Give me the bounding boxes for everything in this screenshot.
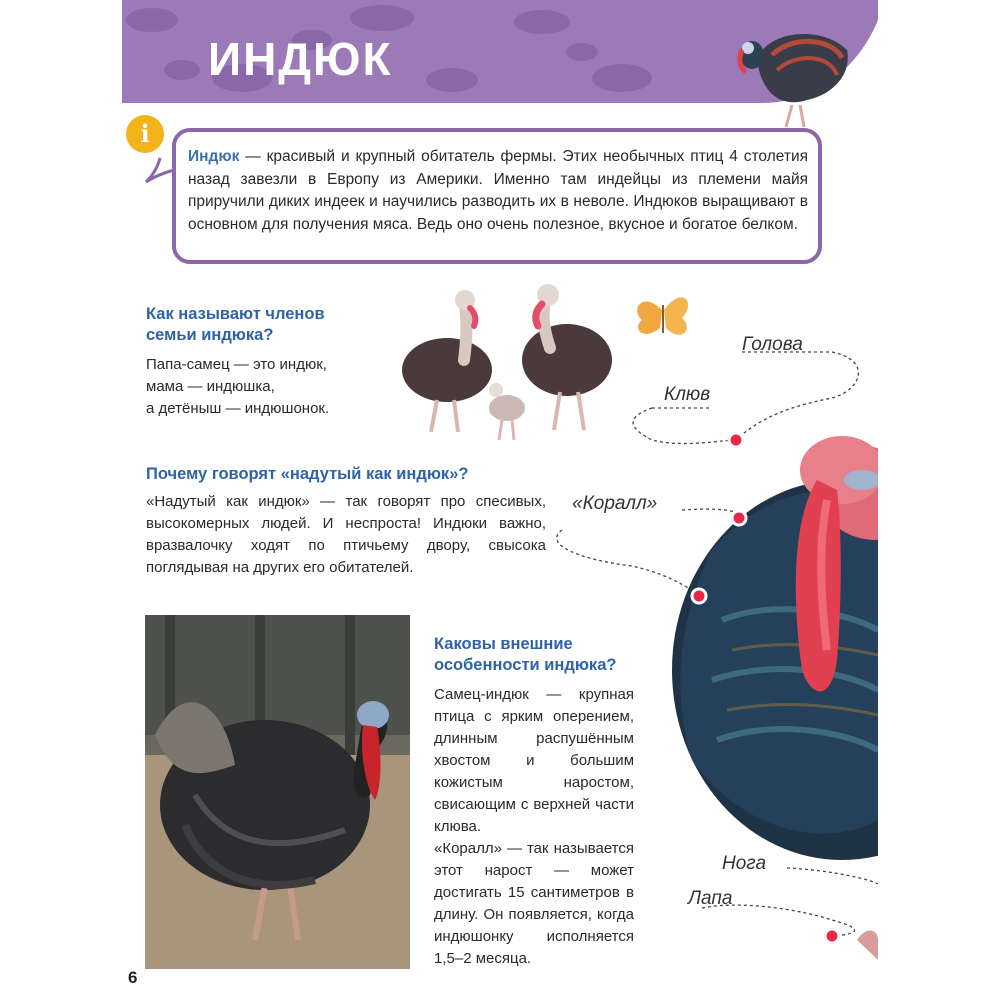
marker-coral	[732, 511, 746, 525]
question-saying: Почему говорят «надутый как индюк»?	[146, 465, 469, 483]
left-margin	[0, 0, 122, 1000]
question-features: Каковы внешние особенности индюка?	[434, 635, 617, 674]
label-beak: Клюв	[664, 384, 711, 405]
answer-paragraph: «Коралл» — так называется этот нарост — может достигать 15 сантиметров в длину. Он появляется, когда индюшонку исполняется 1,5–2 месяца.	[434, 840, 634, 967]
info-body: — красивый и крупный обитатель фермы. Этих необычных птиц 4 столетия назад завезли в Европу из Америки. Именно там индейцы из племени майя приручили диких индеек и научились разводить их в неволе. Индюков выращивают в основном для получения мяса. Ведь оно очень полезное, вкусное и богатое белком.	[188, 148, 808, 233]
label-head: Голова	[742, 334, 803, 355]
label-leg: Нога	[722, 853, 767, 874]
info-term: Индюк	[188, 148, 240, 165]
info-icon: i	[126, 115, 164, 153]
page-number: 6	[128, 968, 138, 987]
answer-paragraph: Самец-индюк — крупная птица с ярким оперением, длинным распушённым хвостом и большим кожистым наростом, свисающим с верхней части клюва.	[434, 686, 634, 835]
turkey-photo	[145, 615, 410, 969]
marker-beak	[729, 433, 743, 447]
book-page	[122, 0, 878, 1000]
answer-line: а детёныш — индюшонок.	[146, 400, 330, 417]
answer-saying: «Надутый как индюк» — так говорят про спесивых, высокомерных людей. И неспроста! Индюки важно, вразвалочку ходят по птичьему двору, свысока поглядывая на других его обитателей.	[146, 493, 546, 576]
answer-family	[146, 354, 376, 420]
turkey-photo-illustration	[145, 615, 410, 969]
turkey-hen-figure	[402, 290, 492, 432]
label-foot: Лапа	[688, 888, 733, 909]
marker-neck	[692, 589, 706, 603]
turkey-chick-figure	[489, 383, 525, 440]
header-curve	[682, 0, 878, 140]
label-coral: «Коралл»	[572, 493, 658, 514]
answer-line: Папа-самец — это индюк,	[146, 356, 327, 373]
answer-line: мама — индюшка,	[146, 378, 275, 395]
question-family: Как называют членов семьи индюка?	[146, 305, 325, 344]
marker-foot	[825, 929, 839, 943]
anatomy-pointer-lines	[542, 320, 878, 960]
info-text	[188, 146, 808, 236]
page-title: ИНДЮК	[208, 33, 393, 85]
